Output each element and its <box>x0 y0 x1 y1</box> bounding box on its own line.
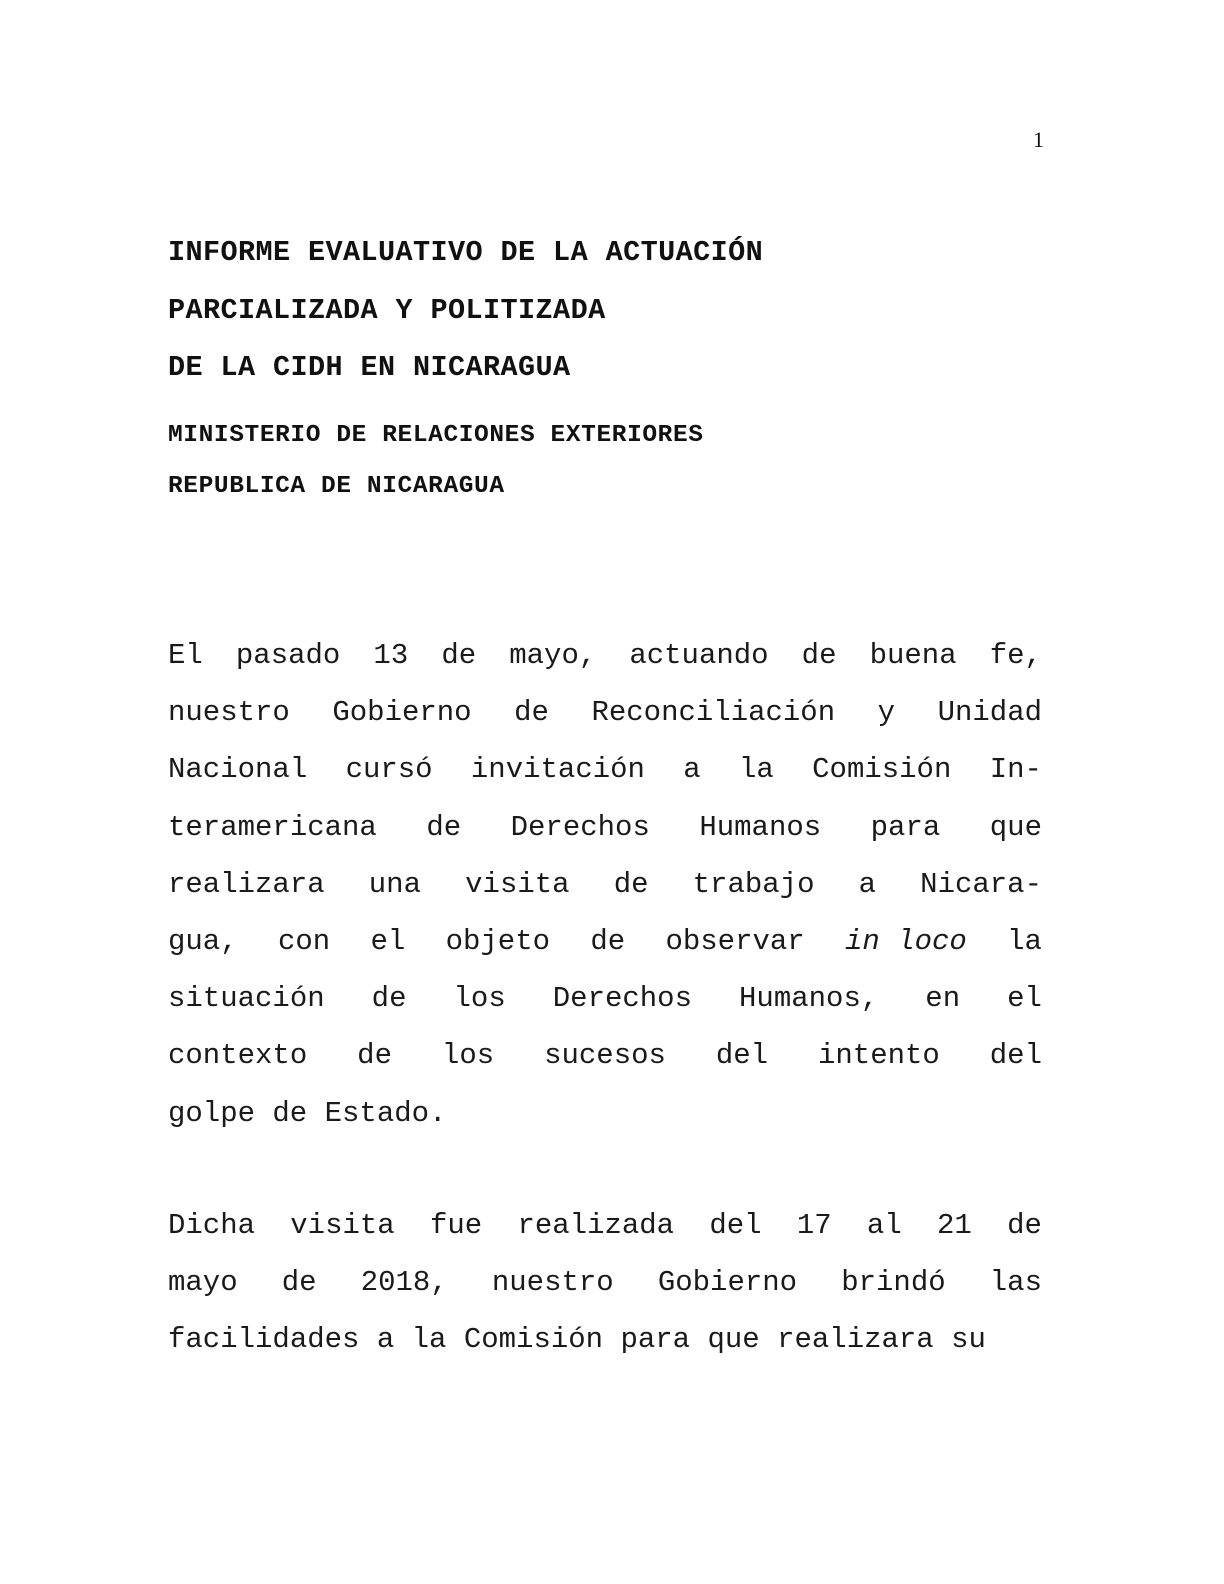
title-line: PARCIALIZADA Y POLITIZADA <box>168 293 606 327</box>
page-number: 1 <box>1033 127 1044 152</box>
word: de <box>590 924 626 958</box>
word: fe, <box>989 639 1042 672</box>
word: una <box>368 867 421 901</box>
word: que <box>989 810 1042 844</box>
title-line: DE LA CIDH EN NICARAGUA <box>168 351 571 384</box>
word: realizara <box>777 1323 934 1357</box>
word: de <box>426 810 462 844</box>
word: sucesos <box>544 1039 666 1073</box>
word: los <box>453 982 506 1016</box>
paragraph-line <box>168 1320 1042 1377</box>
paragraph-line <box>168 1036 1042 1093</box>
word: mayo <box>168 1266 238 1300</box>
word: realizada <box>517 1209 675 1242</box>
word: del <box>709 1209 762 1242</box>
word: realizara <box>168 867 325 901</box>
word: la <box>739 753 774 787</box>
paragraph-line <box>168 636 1042 693</box>
word: intento <box>818 1039 940 1073</box>
word: Gobierno <box>332 696 472 730</box>
word: en <box>925 982 961 1016</box>
word: contexto <box>168 1039 308 1073</box>
word: 2018, <box>360 1266 448 1300</box>
word: Estado. <box>324 1096 447 1130</box>
word: de <box>514 696 549 730</box>
word: trabajo <box>692 867 815 901</box>
word: de <box>272 1096 308 1130</box>
word: gua, <box>168 924 238 958</box>
word: Dicha <box>168 1209 256 1242</box>
word: teramericana <box>168 810 377 844</box>
word: de <box>613 867 649 901</box>
italic-phrase: in loco <box>845 924 967 958</box>
word: situación <box>168 982 325 1016</box>
word: invitación <box>470 753 645 787</box>
paragraph-line <box>168 693 1042 750</box>
word: 13 <box>373 639 409 672</box>
title-line: INFORME EVALUATIVO DE LA ACTUACIÓN <box>168 236 764 269</box>
word: a <box>858 867 877 901</box>
word: su <box>951 1323 986 1357</box>
paragraph-line <box>168 1206 1042 1263</box>
word: El <box>168 639 203 672</box>
word: con <box>277 924 331 958</box>
word: visita <box>465 867 570 901</box>
word: Derechos <box>552 982 692 1016</box>
word: brindó <box>841 1266 946 1300</box>
word: las <box>989 1266 1042 1300</box>
word: Derechos <box>510 810 650 844</box>
word: observar <box>665 924 805 958</box>
ministry-name: MINISTERIO DE RELACIONES EXTERIORES <box>168 422 704 449</box>
body-paragraph-1 <box>168 636 1042 1151</box>
word: Gobierno <box>657 1266 798 1300</box>
word: Unidad <box>937 696 1042 730</box>
word: la <box>411 1323 447 1357</box>
word: de <box>357 1039 392 1073</box>
word: el <box>370 924 406 958</box>
word: buena <box>869 639 957 672</box>
word: Humanos, <box>739 982 879 1016</box>
word: cursó <box>345 753 433 787</box>
paragraph-line <box>168 979 1042 1036</box>
word: al <box>866 1209 902 1242</box>
word: Humanos <box>699 810 822 844</box>
word: 21 <box>937 1209 972 1242</box>
word: a <box>376 1323 395 1357</box>
word: del <box>715 1039 769 1073</box>
paragraph-line <box>168 1263 1042 1320</box>
word: pasado <box>235 639 341 672</box>
word: de <box>801 639 837 672</box>
word: nuestro <box>491 1266 614 1300</box>
word: de <box>441 639 477 672</box>
word: fue <box>429 1209 483 1242</box>
word: de <box>371 982 407 1016</box>
word: de <box>281 1266 317 1300</box>
word: Nicara- <box>920 867 1042 901</box>
word: Nacional <box>168 753 308 787</box>
paragraph-line <box>168 1094 1042 1151</box>
word: visita <box>290 1209 395 1242</box>
word: la <box>1007 924 1042 958</box>
word: facilidades <box>168 1323 360 1357</box>
document-title <box>168 233 1068 406</box>
word: del <box>989 1039 1042 1073</box>
body-paragraph-2 <box>168 1206 1042 1378</box>
word: golpe <box>168 1096 256 1130</box>
word: para <box>870 810 941 844</box>
paragraph-line <box>168 750 1042 807</box>
country-name: REPUBLICA DE NICARAGUA <box>168 473 505 500</box>
word: y <box>877 696 896 730</box>
word: Reconciliación <box>591 696 836 730</box>
word: In- <box>989 753 1042 787</box>
word: de <box>1007 1209 1042 1242</box>
word: 17 <box>796 1209 832 1242</box>
word: los <box>441 1039 495 1073</box>
word: para <box>620 1323 691 1357</box>
paragraph-line <box>168 922 1042 979</box>
paragraph-line <box>168 865 1042 922</box>
word: mayo, <box>509 639 597 672</box>
word: Comisión <box>812 753 952 787</box>
issuing-authority <box>168 418 1068 520</box>
word: nuestro <box>168 696 290 730</box>
word: objeto <box>445 924 551 958</box>
word: a <box>683 753 701 787</box>
word: Comisión <box>463 1323 604 1357</box>
word: que <box>707 1323 760 1357</box>
paragraph-line <box>168 808 1042 865</box>
word: actuando <box>629 639 769 672</box>
word: el <box>1007 982 1042 1016</box>
